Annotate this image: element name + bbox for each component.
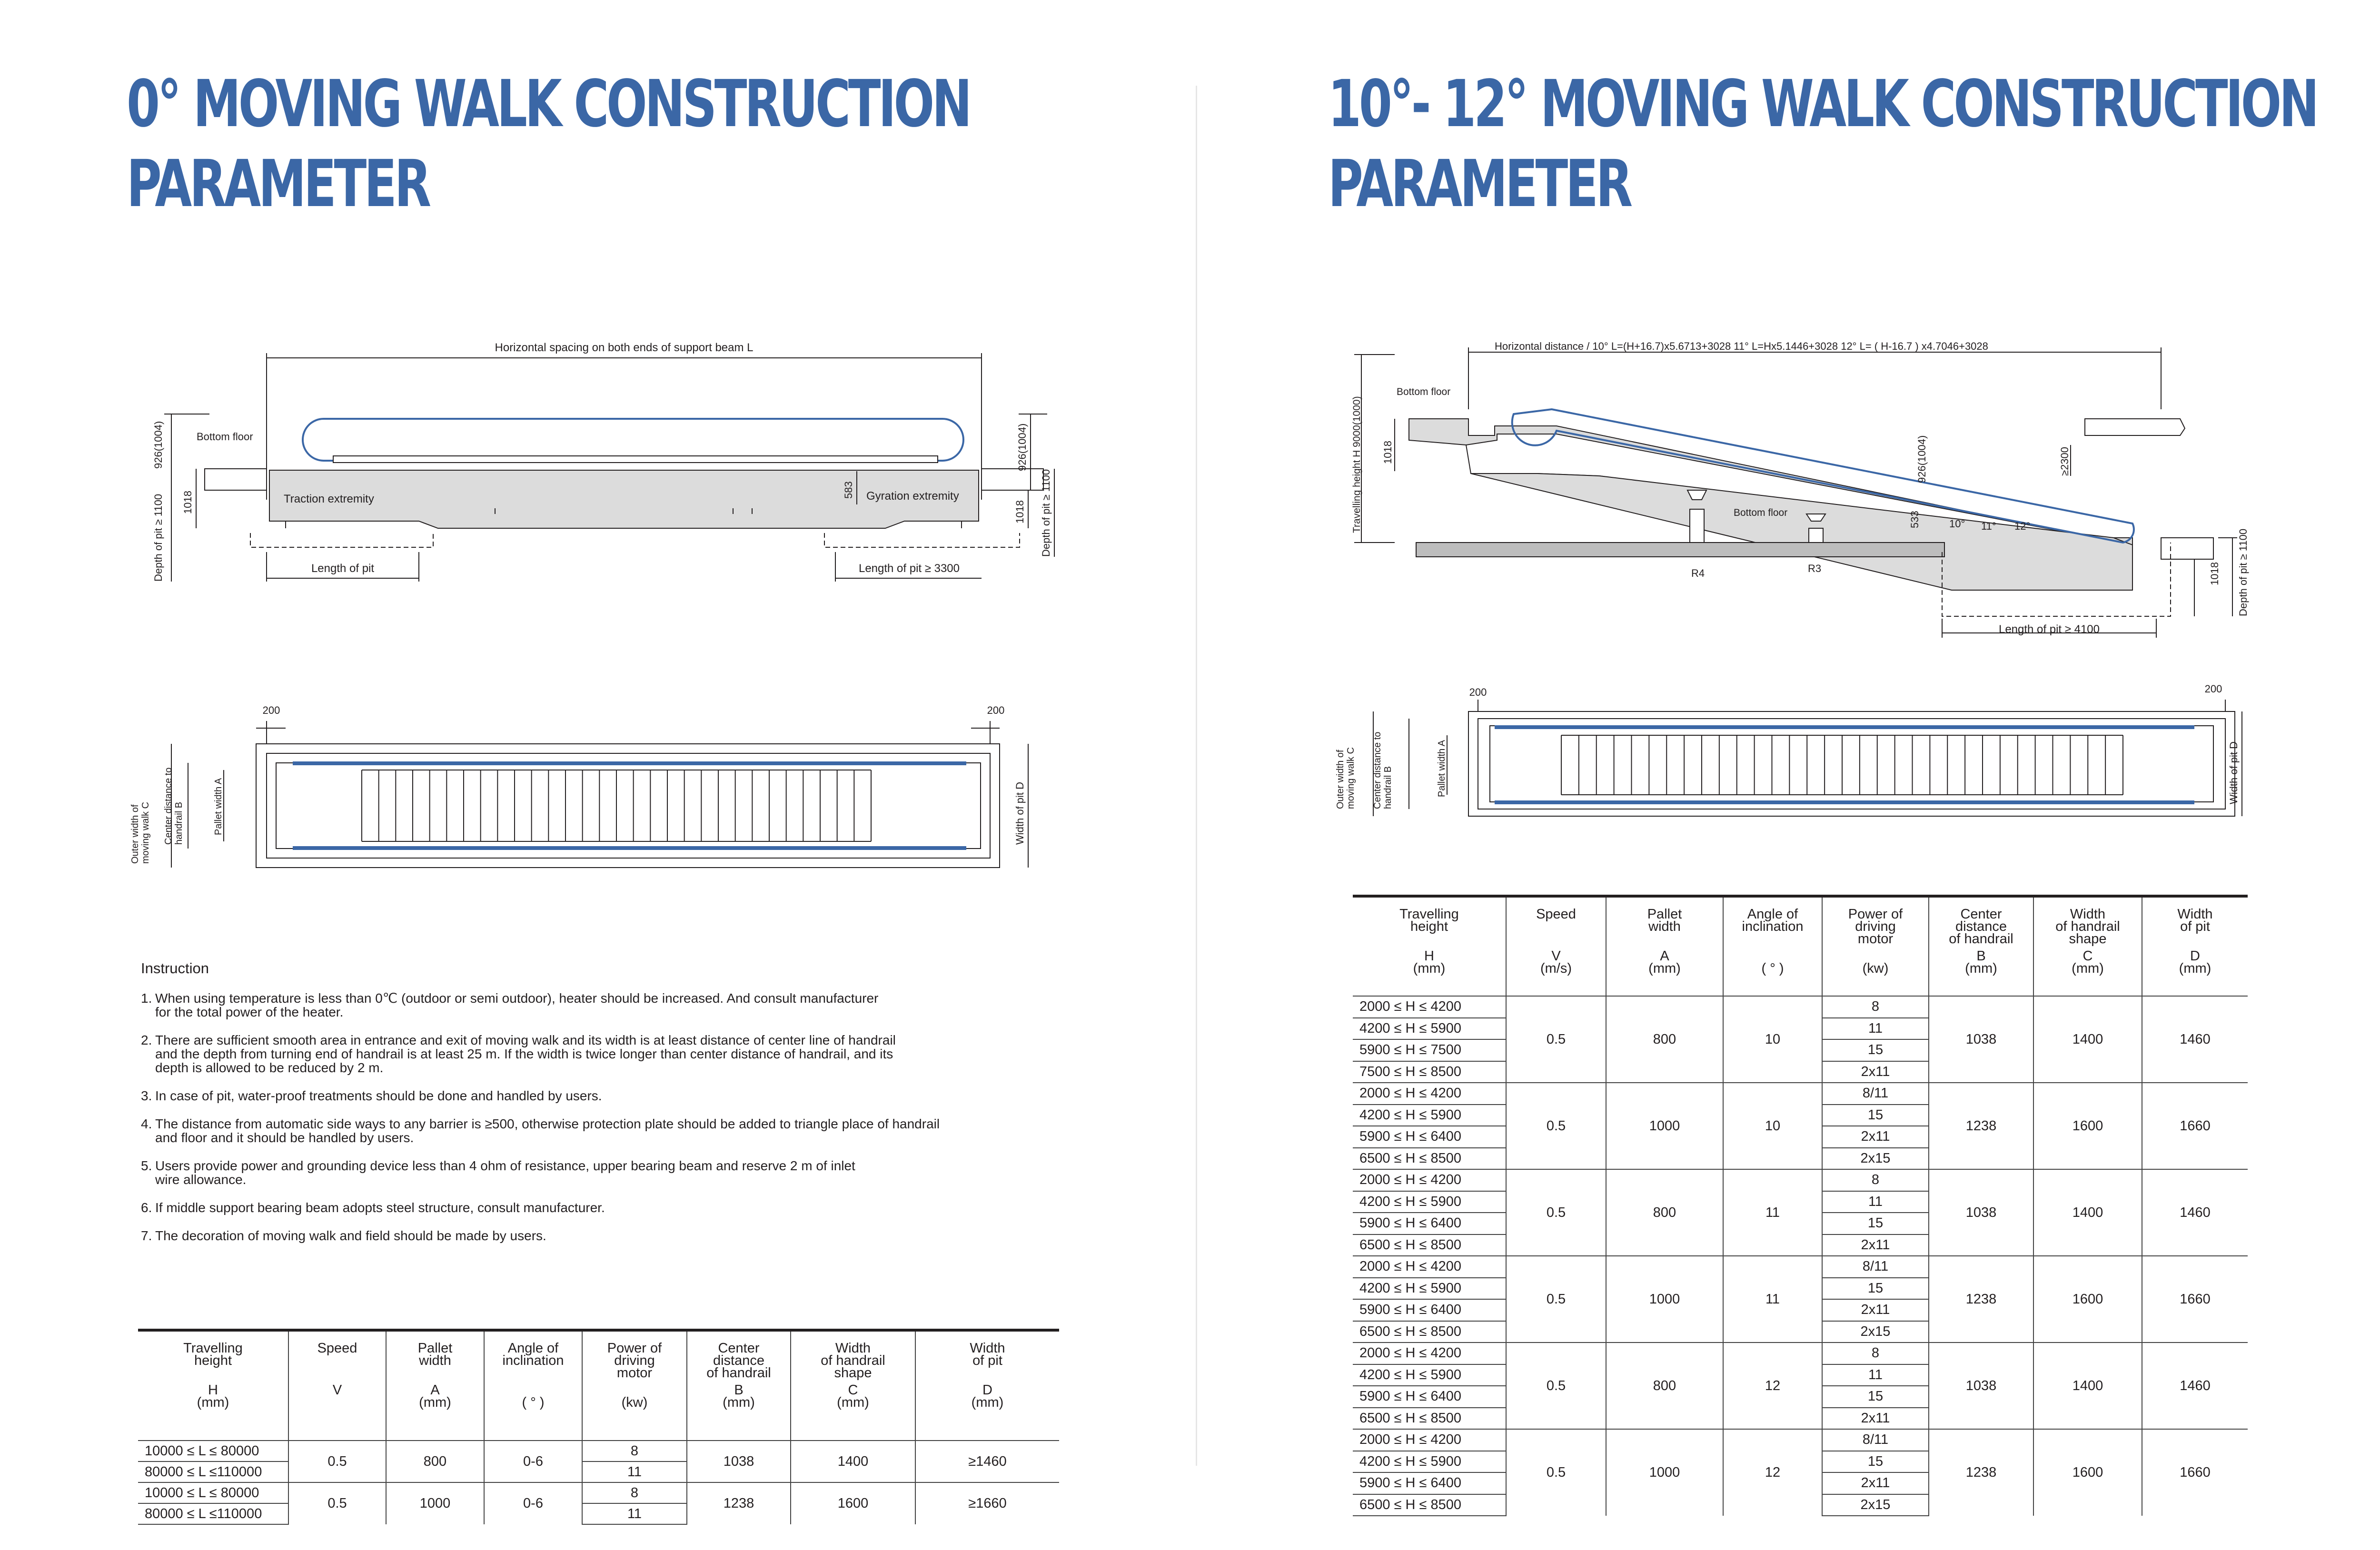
header-name-line: Width [2070,907,2106,922]
left-elev-traction: Traction extremity [284,493,374,505]
speed-cell: 0.5 [1506,1256,1606,1343]
instruction-line: The distance from automatic side ways to any barrier is ≥500, otherwise protection plate should be added to triangle place of handrail [155,1116,940,1131]
pallet-width-cell: 1000 [386,1482,484,1524]
instruction-line: The decoration of moving walk and field should be made by users. [155,1228,546,1243]
instruction-number: 3. [141,1088,152,1103]
right-plan-outer-width [1335,747,1356,809]
handrail-width-cell: 1600 [2033,1256,2142,1343]
left-elev-top-span: Horizontal spacing on both ends of support beam L [495,341,754,354]
right-plan-outer-width-1: Outer width of [1335,750,1346,809]
header-name-line: Width [835,1341,871,1356]
power-cell: 11 [582,1461,687,1482]
header-unit: (mm) [419,1395,451,1410]
instruction-number: 4. [141,1116,152,1131]
handrail-width-cell: 1400 [2033,1343,2142,1429]
header-name-line: of handrail [706,1365,771,1381]
header-symbol: V [332,1382,342,1398]
handrail-width-cell: 1600 [791,1482,915,1524]
header-name-line: Angle of [507,1341,559,1356]
instruction-item [141,1159,1074,1186]
table-header-cell [1353,896,1506,996]
center-distance-cell: 1238 [687,1482,791,1524]
right-title-line2: PARAMETER [1328,147,1630,222]
right-elev-1018: 1018 [1382,441,1394,464]
pallet-width-cell: 800 [1606,1343,1723,1429]
handrail-width-cell: 1400 [791,1441,915,1482]
table-row [138,1482,1059,1503]
travelling-height-cell: 2000 ≤ H ≤ 4200 [1353,996,1506,1018]
left-elev-583: 583 [843,481,854,499]
right-parameter-table [1353,895,2248,1516]
instruction-line: and floor and it should be handled by users. [155,1130,414,1145]
header-unit: (mm) [1965,961,1997,976]
travelling-height-cell: 6500 ≤ H ≤ 8500 [1353,1408,1506,1430]
table-row [1353,1343,2248,1364]
table-row [138,1441,1059,1461]
instruction-list [141,991,1074,1243]
right-elev-2300: ≥2300 [2059,446,2071,476]
pit-width-cell: 1460 [2142,1169,2248,1256]
travelling-height-cell: 2000 ≤ H ≤ 4200 [1353,1256,1506,1278]
power-cell: 2x11 [1822,1061,1929,1083]
angle-cell: 12 [1723,1343,1822,1429]
power-cell: 15 [1822,1213,1929,1234]
header-name-line: of handrail [821,1353,885,1368]
power-cell: 11 [1822,1364,1929,1386]
instruction-item [141,1117,1074,1145]
power-cell: 8/11 [1822,1256,1929,1278]
left-elev-1018-right: 1018 [1014,500,1026,523]
header-name-line: distance [1955,919,2007,934]
right-plan-center-distance-1: Center distance to [1372,731,1383,809]
pit-width-cell: ≥1660 [915,1482,1059,1524]
power-cell: 2x11 [1822,1472,1929,1494]
instruction-line: for the total power of the heater. [155,1005,344,1019]
power-cell: 8/11 [1822,1429,1929,1451]
right-elev-depth-pit: Depth of pit ≥ 1100 [2237,528,2249,616]
speed-cell: 0.5 [288,1441,386,1482]
table-header-cell [1929,896,2033,996]
table-header-cell [2033,896,2142,996]
header-name-line: driving [1855,919,1896,934]
travelling-height-cell: 2000 ≤ H ≤ 4200 [1353,1169,1506,1191]
left-elev-926-right: 926(1004) [1016,423,1028,471]
header-symbol: C [2082,948,2093,964]
travelling-height-cell: 4200 ≤ H ≤ 5900 [1353,1451,1506,1473]
power-cell: 15 [1822,1039,1929,1061]
left-parameter-table [138,1329,1059,1525]
header-unit: ( ° ) [522,1395,545,1410]
left-elev-length-pit-right: Length of pit ≥ 3300 [858,562,960,575]
instruction-line: wire allowance. [155,1172,247,1187]
header-unit: (mm) [971,1395,1004,1410]
instruction-heading: Instruction [141,960,209,977]
header-symbol: H [1424,948,1434,964]
header-symbol: H [208,1382,218,1398]
center-distance-cell: 1038 [1929,1343,2033,1429]
header-name-line: motor [1857,931,1894,947]
header-unit: (mm) [723,1395,755,1410]
pit-width-cell: 1460 [2142,996,2248,1083]
handrail-width-cell: 1400 [2033,1169,2142,1256]
pit-width-cell: 1660 [2142,1083,2248,1169]
header-name-line: inclination [1742,919,1804,934]
power-cell: 2x15 [1822,1321,1929,1343]
instruction-line: Users provide power and grounding device less than 4 ohm of resistance, upper bearing beam and reserve 2 m of inlet [155,1158,855,1173]
header-name-line: of handrail [1949,931,2013,947]
header-name-line: width [1648,919,1681,934]
power-cell: 2x11 [1822,1299,1929,1321]
power-cell: 8/11 [1822,1083,1929,1105]
pallet-width-cell: 800 [386,1441,484,1482]
travelling-height-cell: 6500 ≤ H ≤ 8500 [1353,1234,1506,1256]
header-symbol: V [1551,948,1561,964]
pit-width-cell: ≥1460 [915,1441,1059,1482]
pallet-width-cell: 1000 [1606,1083,1723,1169]
pallet-width-cell: 800 [1606,996,1723,1083]
header-name-line: Pallet [417,1341,453,1356]
angle-cell: 11 [1723,1169,1822,1256]
power-cell: 8 [1822,996,1929,1018]
handrail-width-cell: 1400 [2033,996,2142,1083]
power-cell: 15 [1822,1105,1929,1126]
left-elev-length-pit: Length of pit [311,562,375,575]
header-name-line: Pallet [1647,907,1682,922]
header-unit: (mm) [2179,961,2211,976]
travelling-height-cell: 4200 ≤ H ≤ 5900 [1353,1364,1506,1386]
power-cell: 8 [582,1482,687,1503]
power-cell: 2x11 [1822,1234,1929,1256]
travelling-height-cell: 2000 ≤ H ≤ 4200 [1353,1083,1506,1105]
instruction-number: 7. [141,1228,152,1243]
power-cell: 15 [1822,1386,1929,1408]
power-cell: 2x15 [1822,1148,1929,1170]
travelling-height-cell: 6500 ≤ H ≤ 8500 [1353,1148,1506,1170]
power-cell: 11 [1822,1191,1929,1213]
travelling-height-cell: 80000 ≤ L ≤110000 [138,1503,288,1524]
header-name-line: of handrail [2055,919,2120,934]
instruction-item [141,1089,1074,1103]
pit-width-cell: 1660 [2142,1256,2248,1343]
left-plan-center-distance-1: Center distance to [163,767,174,845]
right-plan-center-distance [1372,732,1393,809]
header-unit: (mm) [197,1395,229,1410]
pallet-width-cell: 1000 [1606,1429,1723,1516]
center-distance-cell: 1238 [1929,1083,2033,1169]
center-distance-cell: 1238 [1929,1256,2033,1343]
table-row [1353,1169,2248,1191]
travelling-height-cell: 10000 ≤ L ≤ 80000 [138,1482,288,1503]
power-cell: 2x11 [1822,1408,1929,1430]
center-distance-cell: 1238 [1929,1429,2033,1516]
instruction-item [141,1201,1074,1214]
header-name-line: of pit [2180,919,2210,934]
header-name-line: motor [616,1365,653,1381]
left-plan-200-left: 200 [262,704,280,716]
angle-cell: 0-6 [484,1482,582,1524]
header-name-line: Travelling [1399,907,1459,922]
header-name-line: inclination [502,1353,564,1368]
left-title-line2: PARAMETER [127,147,429,222]
table-row [1353,1256,2248,1278]
left-elev-gyration: Gyration extremity [866,490,959,503]
header-symbol: D [982,1382,992,1398]
angle-cell: 0-6 [484,1441,582,1482]
right-elev-angle-11: 11° [1981,520,1996,532]
right-elev-length-pit: Length of pit ≥ 4100 [1998,623,2100,636]
right-table-header-row [1353,896,2248,996]
instruction-line: When using temperature is less than 0℃ (outdoor or semi outdoor), heater should be increased. And consult manufacturer [155,991,879,1006]
instruction-item [141,1033,1074,1075]
left-elev-bottom-floor-text: Bottom floor [197,431,253,443]
pit-width-cell: 1460 [2142,1343,2248,1429]
right-elev-angle-10: 10° [1949,518,1965,530]
header-name-line: driving [614,1353,655,1368]
travelling-height-cell: 80000 ≤ L ≤110000 [138,1461,288,1482]
header-name-line: Speed [1536,907,1576,922]
table-header-cell [791,1330,915,1441]
header-name-line: Power of [1848,907,1903,922]
left-title-line1: 0° MOVING WALK CONSTRUCTION [127,67,970,142]
header-name-line: Width [2177,907,2213,922]
instruction-line: and the depth from turning end of handrail is at least 25 m. If the width is twice longer than center distance of handrail, and its [155,1046,893,1061]
header-name-line: height [194,1353,232,1368]
speed-cell: 0.5 [1506,996,1606,1083]
header-symbol: D [2190,948,2200,964]
travelling-height-cell: 4200 ≤ H ≤ 5900 [1353,1278,1506,1300]
table-header-cell [1606,896,1723,996]
speed-cell: 0.5 [1506,1429,1606,1516]
speed-cell: 0.5 [1506,1083,1606,1169]
travelling-height-cell: 5900 ≤ H ≤ 6400 [1353,1472,1506,1494]
pit-width-cell: 1660 [2142,1429,2248,1516]
pallet-width-cell: 1000 [1606,1256,1723,1343]
header-name-line: Center [1960,907,2002,922]
travelling-height-cell: 5900 ≤ H ≤ 6400 [1353,1126,1506,1148]
left-elev-1018-left: 1018 [182,491,194,514]
power-cell: 15 [1822,1451,1929,1473]
instruction-number: 2. [141,1033,152,1047]
travelling-height-cell: 5900 ≤ H ≤ 6400 [1353,1386,1506,1408]
right-elev-bottom-floor-text: Bottom floor [1734,507,1788,518]
left-elev-depth-right: Depth of pit ≥ 1100 [1040,469,1052,557]
header-name-line: Travelling [183,1341,243,1356]
center-distance-cell: 1038 [1929,996,2033,1083]
instruction-line: In case of pit, water-proof treatments should be done and handled by users. [155,1088,602,1103]
header-name-line: Angle of [1747,907,1798,922]
travelling-height-cell: 7500 ≤ H ≤ 8500 [1353,1061,1506,1083]
power-cell: 11 [1822,1018,1929,1040]
header-name-line: Width [970,1341,1005,1356]
table-row [1353,1083,2248,1105]
left-plan-width-pit: Width of pit D [1014,781,1026,845]
header-name-line: height [1410,919,1448,934]
right-elev-r4: R4 [1691,567,1705,579]
left-elev-926-left: 926(1004) [152,421,164,469]
table-header-cell [1822,896,1929,996]
header-unit: (kw) [1862,961,1889,976]
center-distance-cell: 1038 [687,1441,791,1482]
header-name-line: of pit [972,1353,1002,1368]
power-cell: 11 [582,1503,687,1524]
right-elev-533: 533 [1909,511,1921,528]
right-elev-bottom-floor-top-text: Bottom floor [1397,386,1451,397]
table-header-cell [386,1330,484,1441]
right-plan-200-left: 200 [1469,686,1487,698]
header-unit: ( ° ) [1761,961,1784,976]
right-plan-200-right: 200 [2204,683,2222,695]
header-symbol: B [734,1382,744,1398]
header-name-line: width [419,1353,451,1368]
left-plan-pallet-width: Pallet width A [213,778,224,835]
header-unit: (mm) [1413,961,1446,976]
handrail-width-cell: 1600 [2033,1083,2142,1169]
header-unit: (mm) [1648,961,1681,976]
header-unit: (kw) [621,1395,648,1410]
header-name-line: Speed [317,1341,357,1356]
travelling-height-cell: 2000 ≤ H ≤ 4200 [1353,1429,1506,1451]
right-plan-outer-width-2: moving walk C [1346,747,1356,809]
power-cell: 15 [1822,1278,1929,1300]
right-plan-center-distance-2: handrail B [1383,766,1393,809]
left-plan-outer-width-2: moving walk C [140,801,151,864]
header-name-line: Power of [607,1341,662,1356]
instruction-item [141,1229,1074,1243]
angle-cell: 11 [1723,1256,1822,1343]
left-plan-center-distance-2: handrail B [174,801,184,845]
power-cell: 2x11 [1822,1126,1929,1148]
angle-cell: 12 [1723,1429,1822,1516]
right-plan-pallet-width: Pallet width A [1437,740,1447,797]
table-header-cell [915,1330,1059,1441]
travelling-height-cell: 10000 ≤ L ≤ 80000 [138,1441,288,1461]
header-unit: (m/s) [1540,961,1572,976]
speed-cell: 0.5 [1506,1169,1606,1256]
header-symbol: A [430,1382,440,1398]
header-symbol: B [1976,948,1986,964]
header-name-line: distance [713,1353,764,1368]
table-header-cell [1506,896,1606,996]
speed-cell: 0.5 [288,1482,386,1524]
table-header-cell [582,1330,687,1441]
right-elev-926: 926(1004) [1916,435,1928,483]
travelling-height-cell: 4200 ≤ H ≤ 5900 [1353,1105,1506,1126]
handrail-width-cell: 1600 [2033,1429,2142,1516]
right-elev-top-span: Horizontal distance / 10° L=(H+16.7)x5.6713+3028 11° L=Hx5.1446+3028 12° L= ( H-16.7 ) x4.7046+3028 [1495,340,1988,352]
instruction-line: If middle support bearing beam adopts steel structure, consult manufacturer. [155,1200,605,1215]
left-table-header-row [138,1330,1059,1441]
table-header-cell [687,1330,791,1441]
pallet-width-cell: 800 [1606,1169,1723,1256]
angle-cell: 10 [1723,996,1822,1083]
right-elev-1018-right: 1018 [2209,562,2221,585]
power-cell: 8 [582,1441,687,1461]
center-distance-cell: 1038 [1929,1169,2033,1256]
table-header-cell [288,1330,386,1441]
travelling-height-cell: 5900 ≤ H ≤ 6400 [1353,1213,1506,1234]
instruction-line: depth is allowed to be reduced by 2 m. [155,1060,384,1075]
table-header-cell [138,1330,288,1441]
travelling-height-cell: 5900 ≤ H ≤ 7500 [1353,1039,1506,1061]
header-name-line: Center [718,1341,760,1356]
table-header-cell [484,1330,582,1441]
header-unit: (mm) [2072,961,2104,976]
power-cell: 8 [1822,1343,1929,1364]
header-symbol: A [1660,948,1669,964]
header-symbol: C [848,1382,858,1398]
travelling-height-cell: 2000 ≤ H ≤ 4200 [1353,1343,1506,1364]
right-elev-travel-height: Travelling height H 9000(1000) [1351,396,1362,533]
instruction-block [141,961,1074,1257]
header-unit: (mm) [837,1395,869,1410]
right-plan-width-pit: Width of pit D [2228,741,2240,804]
instruction-number: 5. [141,1158,152,1173]
header-name-line: shape [2069,931,2107,947]
left-elev-depth-left: Depth of pit ≥ 1100 [152,494,164,582]
power-cell: 2x15 [1822,1494,1929,1516]
left-plan-outer-width-1: Outer width of [130,804,140,864]
instruction-number: 6. [141,1200,152,1215]
travelling-height-cell: 4200 ≤ H ≤ 5900 [1353,1191,1506,1213]
right-title-line1: 10°- 12° MOVING WALK CONSTRUCTION [1328,67,2317,142]
instruction-item [141,991,1074,1019]
travelling-height-cell: 6500 ≤ H ≤ 8500 [1353,1494,1506,1516]
table-row [1353,996,2248,1018]
instruction-number: 1. [141,991,152,1006]
right-elev-angle-12: 12° [2014,520,2031,532]
table-row [1353,1429,2248,1451]
table-header-cell [2142,896,2248,996]
angle-cell: 10 [1723,1083,1822,1169]
right-elev-r3: R3 [1807,563,1822,574]
travelling-height-cell: 5900 ≤ H ≤ 6400 [1353,1299,1506,1321]
travelling-height-cell: 6500 ≤ H ≤ 8500 [1353,1321,1506,1343]
left-plan-200-right: 200 [987,704,1005,716]
instruction-line: There are sufficient smooth area in entrance and exit of moving walk and its width is at least distance of center line of handrail [155,1033,896,1047]
power-cell: 8 [1822,1169,1929,1191]
table-header-cell [1723,896,1822,996]
header-name-line: shape [834,1365,872,1381]
speed-cell: 0.5 [1506,1343,1606,1429]
travelling-height-cell: 4200 ≤ H ≤ 5900 [1353,1018,1506,1040]
